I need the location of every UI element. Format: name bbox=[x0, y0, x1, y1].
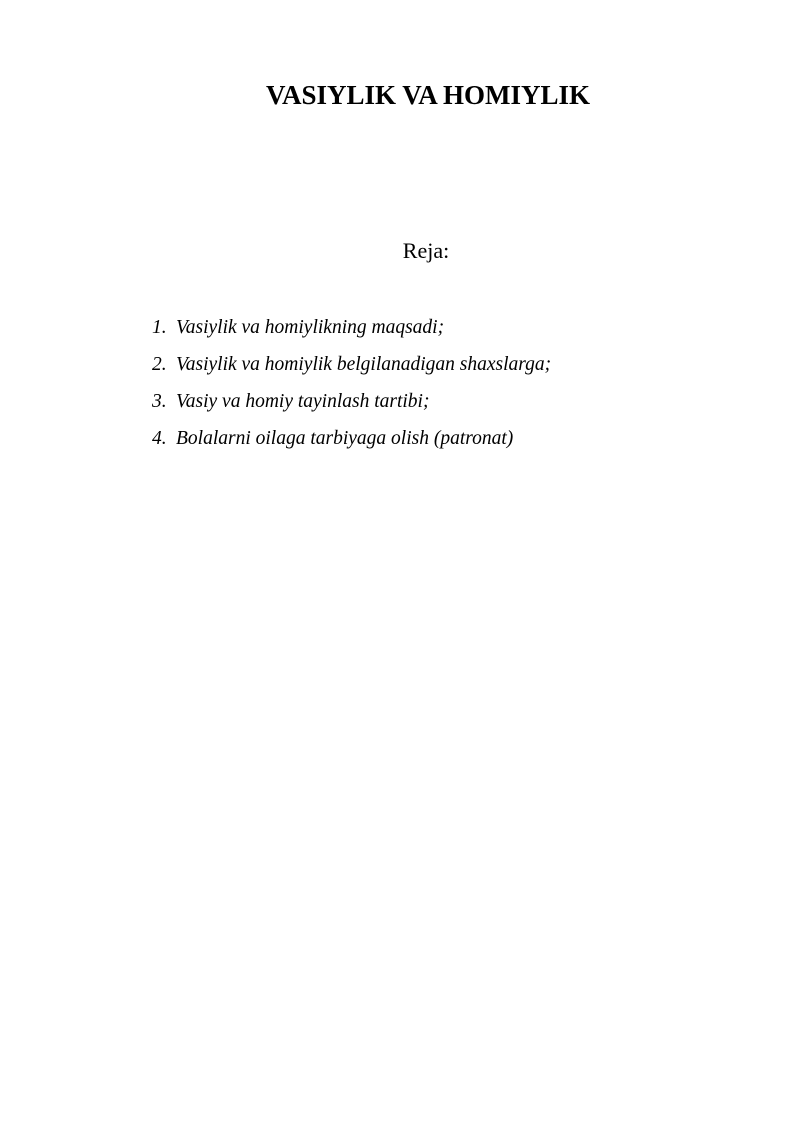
plan-item-1 bbox=[152, 309, 551, 346]
plan-item-text: Vasiy va homiy tayinlash tartibi; bbox=[176, 391, 430, 412]
plan-item-text: Bolalarni oilaga tarbiyaga olish (patronat) bbox=[176, 428, 514, 449]
plan-item-4 bbox=[152, 420, 551, 457]
plan-item-number: 3. bbox=[152, 391, 167, 412]
plan-item-text: Vasiylik va homiylik belgilanadigan shaxslarga; bbox=[176, 354, 552, 375]
plan-item-3 bbox=[152, 383, 551, 420]
plan-item-number: 4. bbox=[152, 428, 167, 449]
plan-heading: Reja: bbox=[402, 238, 450, 263]
plan-item-text: Vasiylik va homiylikning maqsadi; bbox=[176, 317, 445, 338]
plan-item-2 bbox=[152, 346, 551, 383]
plan-item-number: 1. bbox=[152, 317, 167, 338]
document-title: VASIYLIK VA HOMIYLIK bbox=[265, 80, 591, 110]
plan-item-number: 2. bbox=[152, 354, 167, 375]
plan-list bbox=[152, 309, 551, 457]
